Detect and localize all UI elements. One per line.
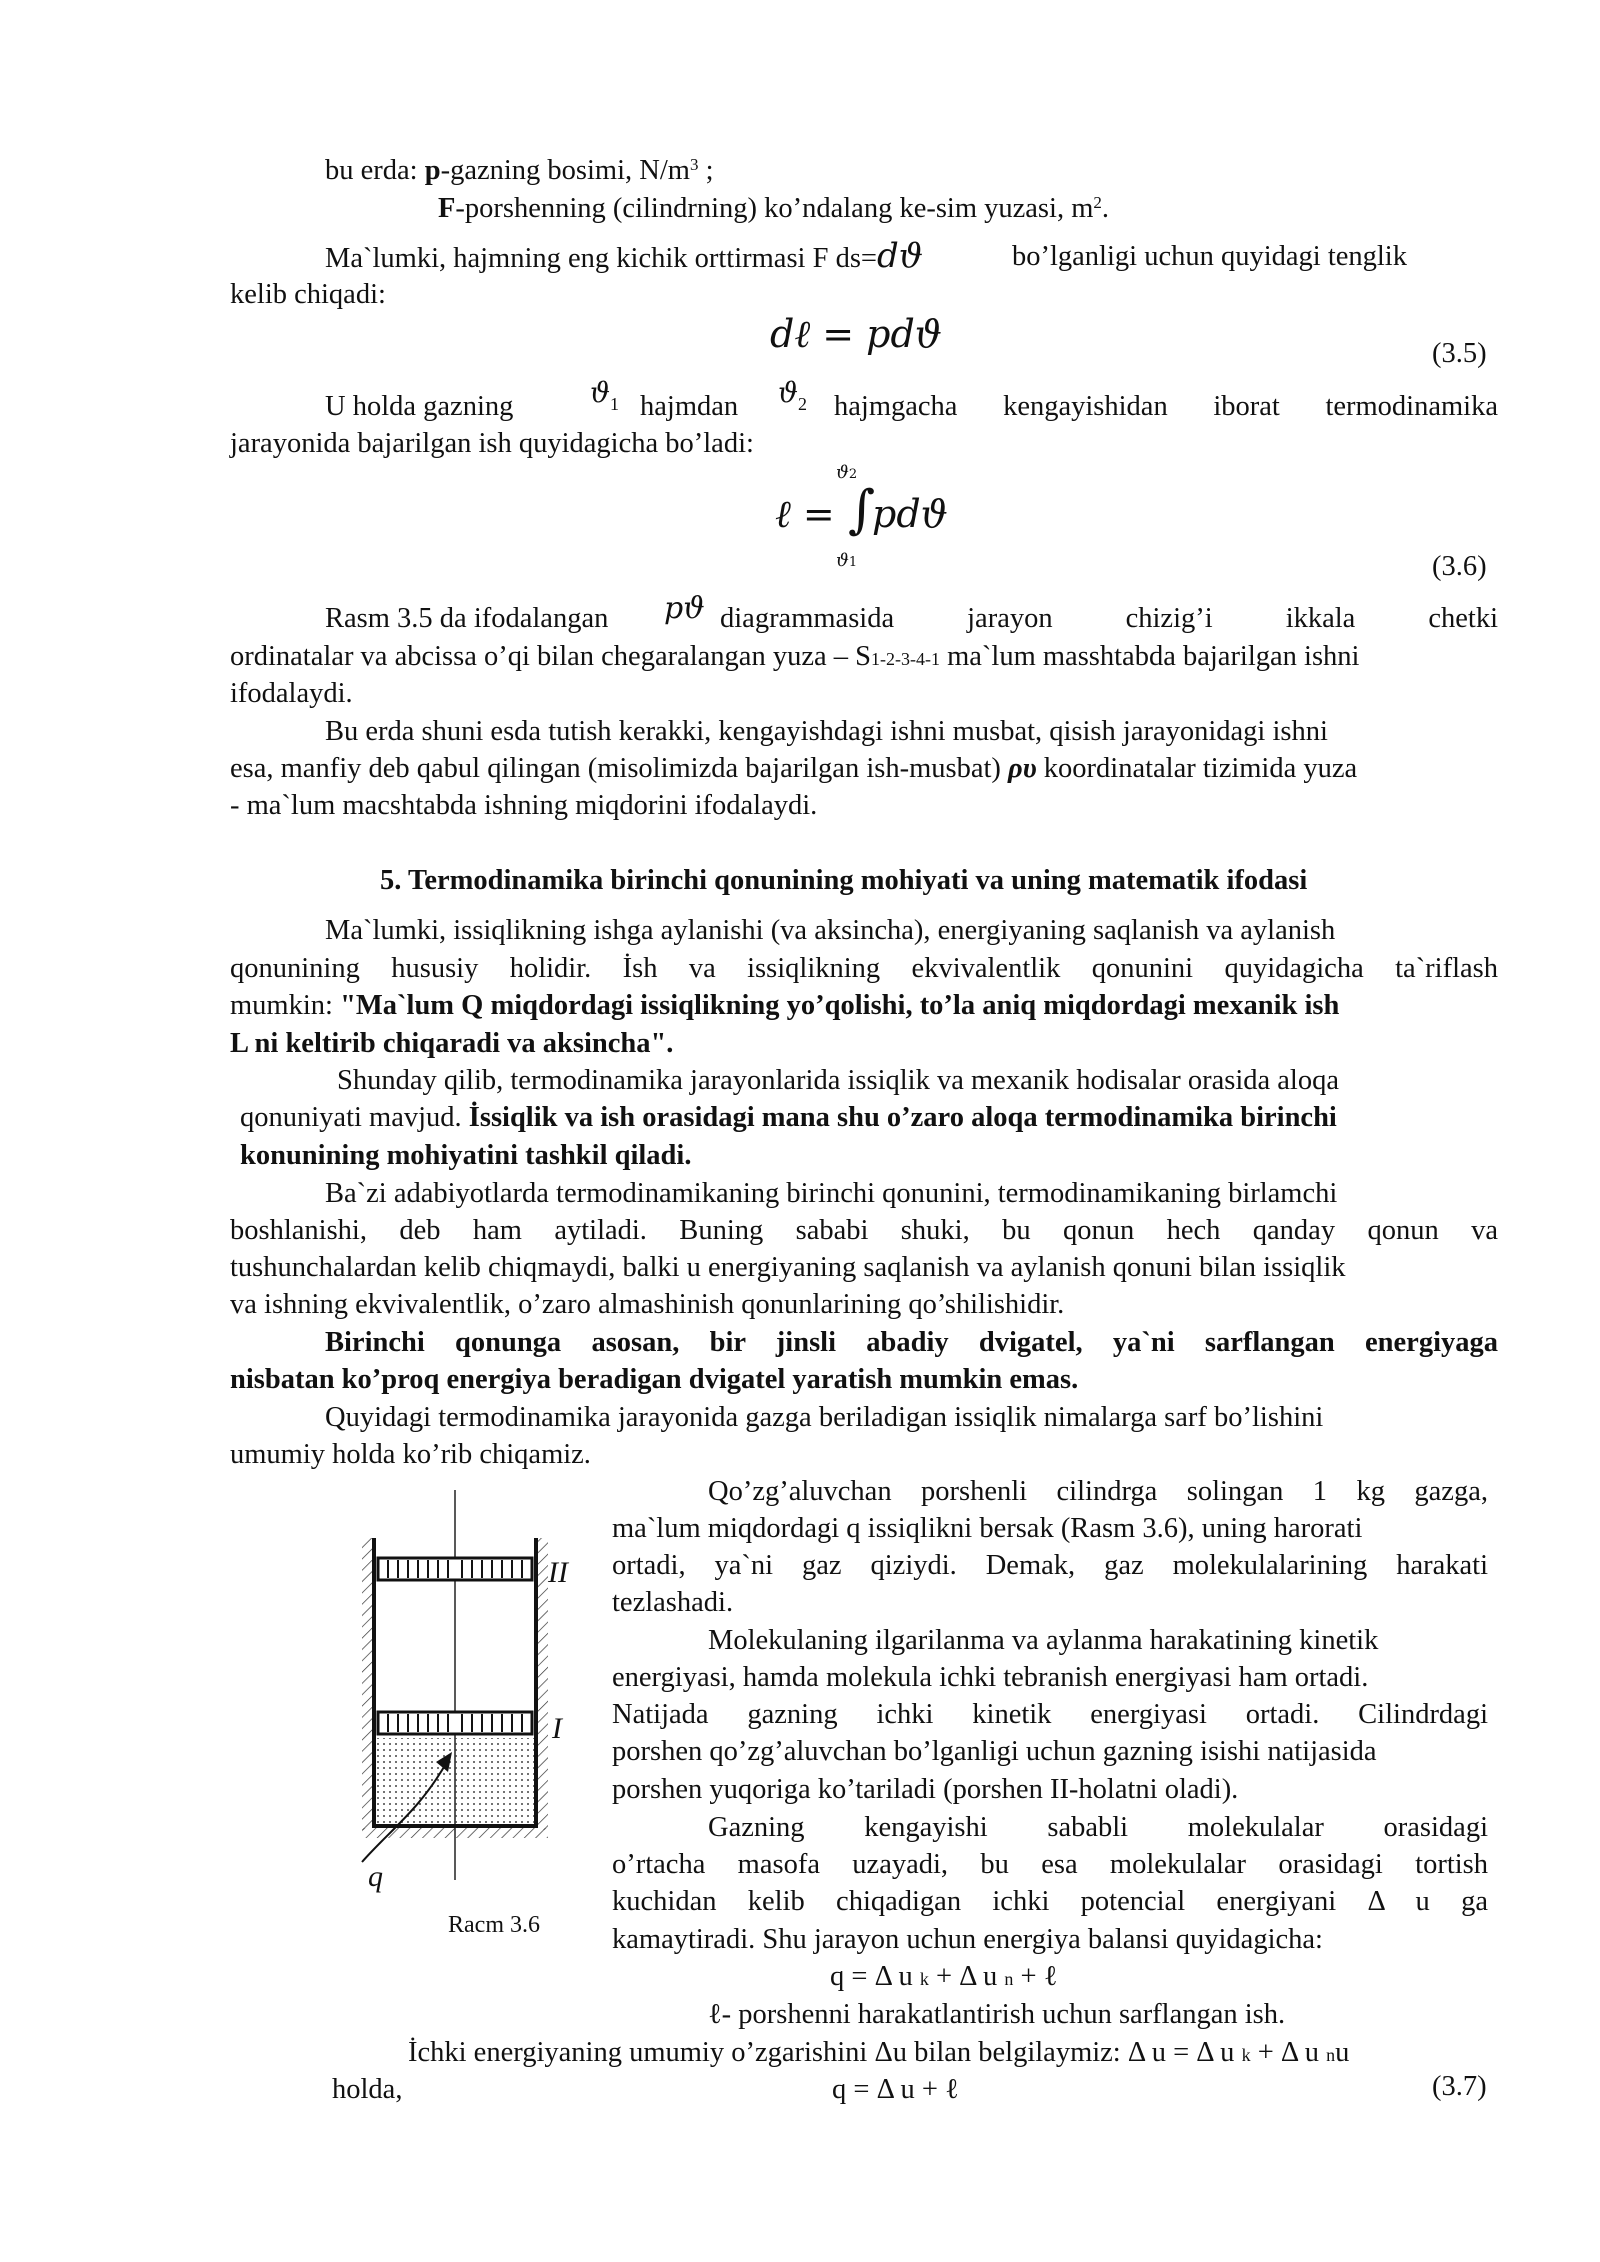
text-line: kelib chiqadi: <box>230 279 386 310</box>
text-line: konunining mohiyatini tashkil qiladi. <box>240 1140 692 1171</box>
pv-symbol: pϑ <box>664 591 705 626</box>
left-wall-hatch <box>362 1538 372 1830</box>
text-line: hajmgacha kengayishidan iborat termodinamika <box>834 391 1498 422</box>
text-line: porshen qo’zg’aluvchan bo’lganligi uchun gazning isishi natijasida <box>612 1736 1377 1767</box>
text-line: ifodalaydi. <box>230 678 353 709</box>
text-line: hajmdan <box>640 391 739 422</box>
text-line: Ba`zi adabiyotlarda termodinamikaning birinchi qonunini, termodinamikaning birlamchi <box>325 1178 1338 1209</box>
upper-limit: ϑ2 <box>836 462 858 483</box>
text-line: mumkin: "Ma`lum Q miqdordagi issiqlikning yo’qolishi, to’la aniq miqdordagi mexanik ish <box>230 990 1340 1021</box>
equation-number: (3.6) <box>1432 551 1487 582</box>
text-line: ortadi, ya`ni gaz qiziydi. Demak, gaz molekulalarining harakati <box>612 1550 1488 1581</box>
text-line: bo’lganligi uchun quyidagi tenglik <box>1012 241 1407 272</box>
lower-limit: ϑ1 <box>836 550 858 571</box>
text-line: L ni keltirib chiqaradi va aksincha". <box>230 1028 674 1059</box>
equation-number: (3.7) <box>1432 2071 1487 2102</box>
text-line: kamaytiradi. Shu jarayon uchun energiya balansi quyidagicha: <box>612 1924 1323 1955</box>
text-line: energiyasi, hamda molekula ichki tebranish energiyasi ham ortadi. <box>612 1662 1369 1693</box>
text-line: tezlashadi. <box>612 1587 734 1618</box>
text-line: Bu erda shuni esda tutish kerakki, kengayishdagi ishni musbat, qisish jarayonidagi ishni <box>325 716 1328 747</box>
figure-caption: Racm 3.6 <box>448 1912 540 1938</box>
text-line: nisbatan ko’proq energiya beradigan dvigatel yaratish mumkin emas. <box>230 1364 1079 1395</box>
equation-lhs: ℓ = <box>775 492 835 536</box>
equation-3-7: q = Δ u + ℓ <box>832 2074 959 2105</box>
text-line: Quyidagi termodinamika jarayonida gazga beriladigan issiqlik nimalarga sarf bo’lishini <box>325 1402 1324 1433</box>
equation-3-5: dℓ = pdϑ <box>770 312 942 356</box>
text-line: ℓ- porshenni harakatlantirish uchun sarflangan ish. <box>708 1999 1286 2030</box>
text-line: Ma`lumki, issiqlikning ishga aylanishi (va aksincha), energiyaning saqlanish va aylanish <box>325 915 1336 946</box>
text-line: İchki energiyaning umumiy o’zgarishini Δu bilan belgilaymiz: Δ u = Δ u k + Δ u nu <box>408 2037 1350 2068</box>
text-line: kuchidan kelib chiqadigan ichki potencial energiyani Δ u ga <box>612 1886 1488 1917</box>
piston-upper <box>378 1558 532 1580</box>
text-line: F-porshenning (cilindrning) ko’ndalang ke-sim yuzasi, $m^2$. <box>438 193 1109 224</box>
text-line: qonuniyati mavjud. İssiqlik va ish orasidagi mana shu o’zaro aloqa termodinamika birinchi <box>240 1102 1337 1133</box>
text-line: boshlanishi, deb ham aytiladi. Buning sababi shuki, bu qonun hech qanday qonun va <box>230 1215 1498 1246</box>
volume-symbol: $ϑ_2$ <box>778 376 808 414</box>
text-line: Gazning kengayishi sababli molekulalar orasidagi <box>708 1812 1488 1843</box>
text-line: tushunchalardan kelib chiqmaydi, balki u energiyaning saqlanish va aylanish qonuni bilan issiqlik <box>230 1252 1346 1283</box>
text-line: ordinatalar va abcissa o’qi bilan chegaralangan yuza – S1-2-3-4-1 ma`lum masshtabda bajarilgan ishni <box>230 641 1360 672</box>
text-line: bu erda: p-gazning bosimi, $N/m^3$ ; <box>325 155 714 186</box>
right-wall-hatch <box>538 1538 548 1830</box>
text-line: qonunining hususiy holidir. İsh va issiqlikning ekvivalentlik qonunini quyidagicha ta`riflash <box>230 953 1498 984</box>
text-line: diagrammasida jarayon chizig’i ikkala chetki <box>720 603 1498 634</box>
text-line: Qo’zg’aluvchan porshenli cilindrga solingan 1 kg gazga, <box>708 1476 1488 1507</box>
text-line: Molekulaning ilgarilanma va aylanma harakatining kinetik <box>708 1625 1379 1656</box>
equation-number: (3.5) <box>1432 338 1487 369</box>
section-title: 5. Termodinamika birinchi qonunining mohiyati va uning matematik ifodasi <box>380 865 1308 896</box>
text-line: porshen yuqoriga ko’tariladi (porshen II-holatni oladi). <box>612 1774 1239 1805</box>
label-heat-q: q <box>368 1860 383 1893</box>
text-line: Ma`lumki, hajmning eng kichik orttirmasi F ds=dϑ <box>325 236 924 276</box>
label-position-i: I <box>552 1712 562 1745</box>
text-line: ma`lum miqdordagi q issiqlikni bersak (Rasm 3.6), uning harorati <box>612 1513 1363 1544</box>
text-line: jarayonida bajarilgan ish quyidagicha bo’ladi: <box>230 428 754 459</box>
cylinder-piston-figure <box>340 1490 600 1890</box>
text-line: o’rtacha masofa uzayadi, bu esa molekulalar orasidagi tortish <box>612 1849 1488 1880</box>
integrand: pdϑ <box>872 492 948 536</box>
text-line: U holda gazning <box>325 391 514 422</box>
text-line: esa, manfiy deb qabul qilingan (misolimizda bajarilgan ish-musbat) ρυ koordinatalar tizimida yuza <box>230 753 1358 784</box>
piston-lower <box>378 1712 532 1734</box>
label-position-ii: II <box>548 1556 568 1589</box>
text-line: Birinchi qonunga asosan, bir jinsli abadiy dvigatel, ya`ni sarflangan energiyaga <box>325 1327 1498 1358</box>
text-line: - ma`lum macshtabda ishning miqdorini ifodalaydi. <box>230 790 818 821</box>
text-line: umumiy holda ko’rib chiqamiz. <box>230 1439 591 1470</box>
text-line: Shunday qilib, termodinamika jarayonlarida issiqlik va mexanik hodisalar orasida aloqa <box>337 1065 1339 1096</box>
text-line: holda, <box>332 2074 403 2105</box>
volume-symbol: $ϑ_1$ <box>590 376 620 414</box>
text-line: Rasm 3.5 da ifodalangan <box>325 603 609 634</box>
energy-balance-equation: q = Δ u k + Δ u n + ℓ <box>830 1961 1058 1992</box>
integral-sign: ∫ <box>848 480 876 540</box>
gas-region <box>376 1738 534 1824</box>
text-line: Natijada gazning ichki kinetik energiyasi ortadi. Cilindrdagi <box>612 1699 1488 1730</box>
text-line: va ishning ekvivalentlik, o’zaro almashinish qonunlarining qo’shilishidir. <box>230 1289 1065 1320</box>
